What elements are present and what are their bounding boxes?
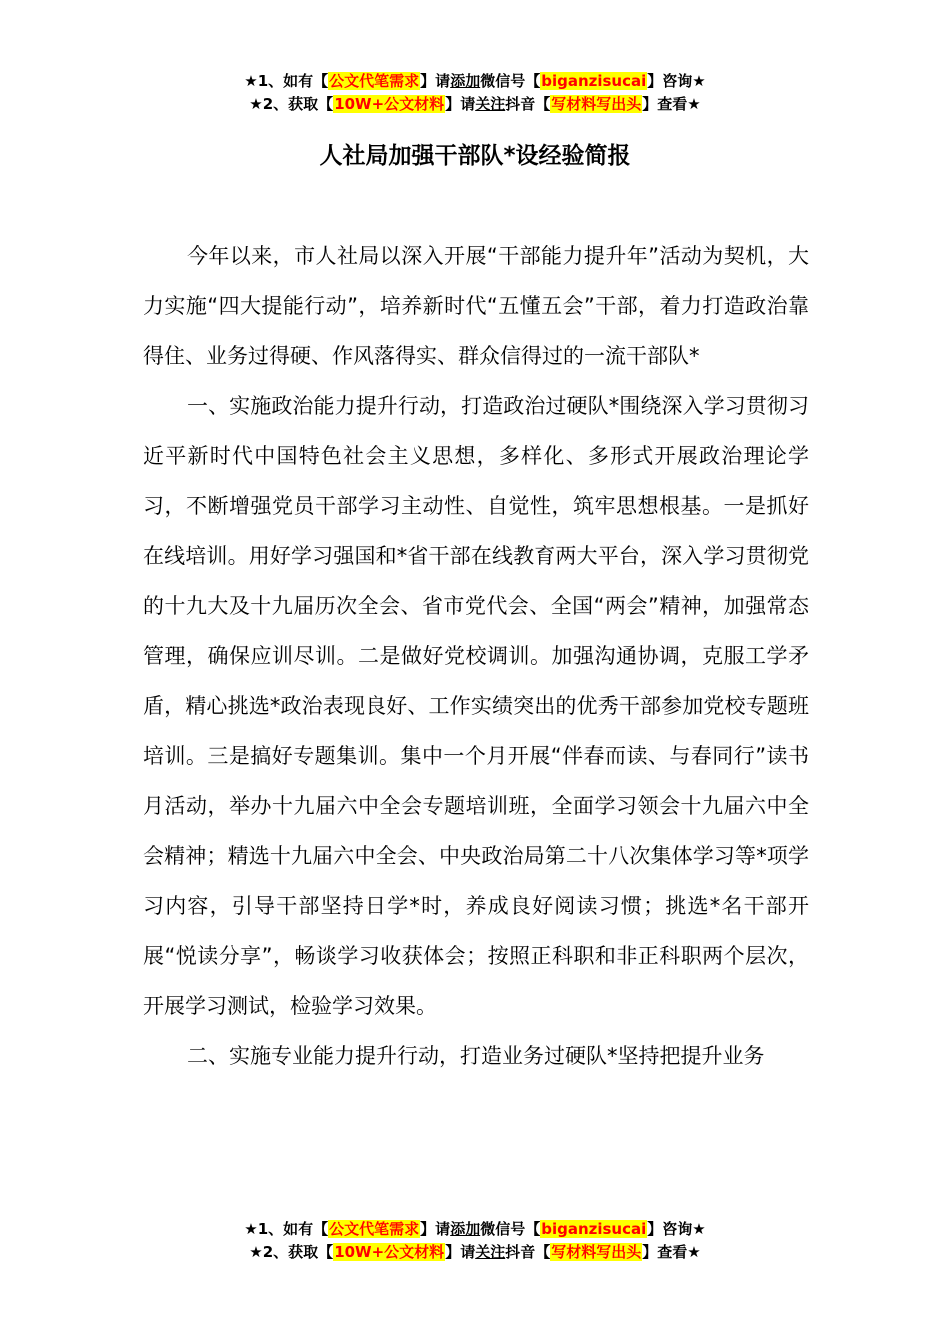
promo-text: 】请 <box>420 72 451 90</box>
promo-underline: 关注 <box>475 1243 506 1261</box>
promo-text: ★2、获取【 <box>249 95 334 113</box>
promo-text: 微信号【 <box>480 72 541 90</box>
promo-highlight: 写材料写出头 <box>551 1243 642 1261</box>
promo-underline: 关注 <box>475 95 506 113</box>
promo-text: ★2、获取【 <box>249 1243 334 1261</box>
promo-highlight: 10W+公文材料 <box>334 95 445 113</box>
promo-underline: 添加 <box>450 1220 481 1238</box>
promo-text: 】咨询★ <box>647 1220 706 1238</box>
promo-line-1 <box>0 70 950 93</box>
document-title: 人社局加强干部队*设经验简报 <box>319 143 631 169</box>
promo-text: ★1、如有【 <box>244 1220 329 1238</box>
promo-text: 】查看★ <box>642 95 701 113</box>
promo-text: 抖音【 <box>505 1243 551 1261</box>
body-paragraph: 一、实施政治能力提升行动，打造政治过硬队*围绕深入学习贯彻习近平新时代中国特色社会主义思想，多样化、多形式开展政治理论学习，不断增强党员干部学习主动性、自觉性，筑牢思想根基。一是抓好在线培训。用好学习强国和*省干部在线教育两大平台，深入学习贯彻党的十九大及十九届历次全会、省市党代会、全国“两会”精神，加强常态管理，确保应训尽训。二是做好党校调训。加强沟通协调，克服工学矛盾，精心挑选*政治表现良好、工作实绩突出的优秀干部参加党校专题班培训。三是搞好专题集训。集中一个月开展“伴春而读、与春同行”读书月活动，举办十九届六中全会专题培训班，全面学习领会十九届六中全会精神；精选十九届六中全会、中央政治局第二十八次集体学习等*项学习内容，引导干部坚持日学*时，养成良好阅读习惯；挑选*名干部开展“悦读分享”，畅谈学习收获体会；按照正科职和非正科职两个层次，开展学习测试，检验学习效果。 <box>143 394 809 1018</box>
body-paragraph: 今年以来，市人社局以深入开展“干部能力提升年”活动为契机，大力实施“四大提能行动”，培养新时代“五懂五会”干部，着力打造政治靠得住、业务过得硬、作风落得实、群众信得过的一流干部队* <box>143 244 809 368</box>
promo-highlight: 公文代笔需求 <box>329 1220 420 1238</box>
footer-promo-banner <box>0 1218 950 1264</box>
promo-highlight: 10W+公文材料 <box>334 1243 445 1261</box>
promo-text: 】请 <box>445 1243 476 1261</box>
promo-highlight: 公文代笔需求 <box>329 72 420 90</box>
promo-text: 微信号【 <box>480 1220 541 1238</box>
header-promo-banner <box>0 70 950 116</box>
promo-highlight: biganzisucai <box>541 1220 647 1238</box>
promo-line-1 <box>0 1218 950 1241</box>
document-body <box>143 231 809 1081</box>
promo-text: 】查看★ <box>642 1243 701 1261</box>
promo-underline: 添加 <box>450 72 481 90</box>
promo-text: ★1、如有【 <box>244 72 329 90</box>
promo-text: 】请 <box>445 95 476 113</box>
promo-line-2 <box>0 93 950 116</box>
body-paragraph: 二、实施专业能力提升行动，打造业务过硬队*坚持把提升业务 <box>187 1044 765 1068</box>
promo-text: 】请 <box>420 1220 451 1238</box>
promo-line-2 <box>0 1241 950 1264</box>
promo-text: 】咨询★ <box>647 72 706 90</box>
promo-highlight: biganzisucai <box>541 72 647 90</box>
promo-highlight: 写材料写出头 <box>551 95 642 113</box>
promo-text: 抖音【 <box>505 95 551 113</box>
